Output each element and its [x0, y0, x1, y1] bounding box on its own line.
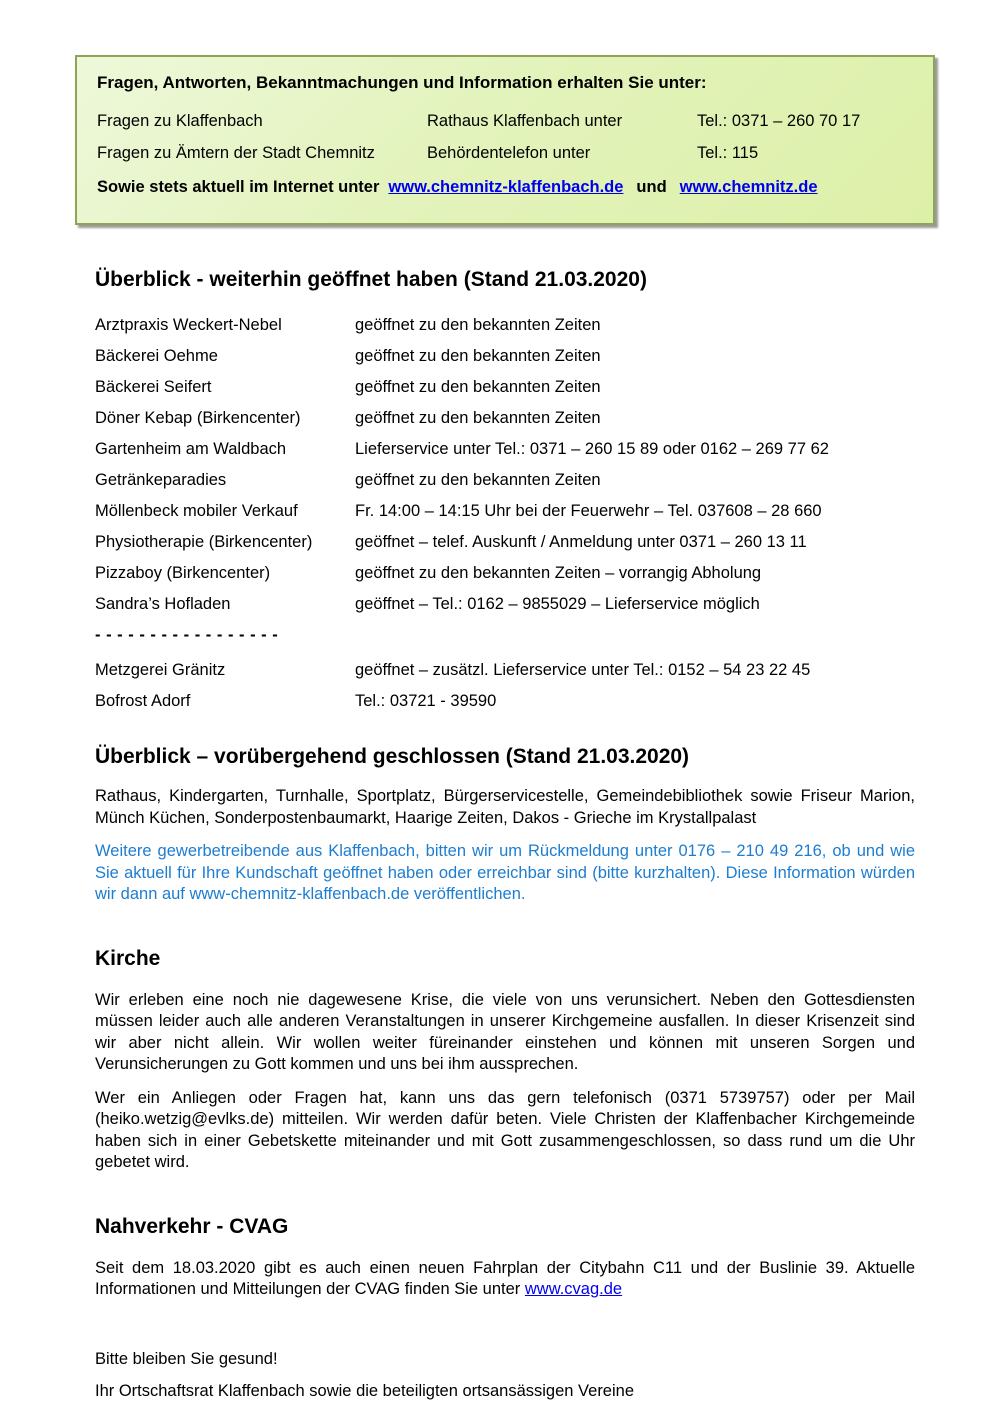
business-entry — [95, 594, 915, 615]
section-transport — [95, 1214, 915, 1301]
business-entry — [95, 315, 915, 336]
church-section-heading: Kirche — [95, 946, 161, 970]
link-chemnitz[interactable]: www.chemnitz.de — [679, 178, 818, 196]
info-box-rows — [97, 105, 913, 169]
business-name: Bofrost Adorf — [95, 692, 191, 710]
business-entry — [95, 439, 915, 460]
info-footer-prefix: Sowie stets aktuell im Internet unter — [97, 178, 380, 196]
business-name: Sandra’s Hofladen — [95, 595, 231, 613]
business-status: geöffnet – zusätzl. Lieferservice unter Tel.: 0152 – 54 23 22 45 — [355, 661, 811, 679]
feedback-notice: Weitere gewerbetreibende aus Klaffenbach, bitten wir um Rückmeldung unter 0176 – 210 49 216, ob und wie Sie aktuell für Ihre Kundschaft geöffnet haben oder erreichbar sind (bitte kurzhalten). Diese Information würden wir dann auf www-chemnitz-klaffenbach.de veröffentlichen. — [95, 842, 915, 903]
business-status: Fr. 14:00 – 14:15 Uhr bei der Feuerwehr – Tel. 037608 – 28 660 — [355, 502, 822, 520]
transport-text: Seit dem 18.03.2020 gibt es auch einen neuen Fahrplan der Citybahn C11 und der Buslinie 39. Aktuelle Informationen und Mitteilungen der CVAG finden Sie unter — [95, 1258, 915, 1298]
business-status: Lieferservice unter Tel.: 0371 – 260 15 89 oder 0162 – 269 77 62 — [355, 440, 829, 458]
info-row-phone: Tel.: 0371 – 260 70 17 — [697, 112, 861, 130]
section-closed-businesses — [95, 744, 915, 906]
business-status: geöffnet – telef. Auskunft / Anmeldung unter 0371 – 260 13 11 — [355, 533, 807, 551]
info-row-topic: Fragen zu Ämtern der Stadt Chemnitz — [97, 144, 375, 162]
closed-section-heading: Überblick – vorübergehend geschlossen (Stand 21.03.2020) — [95, 745, 690, 768]
church-paragraph-1: Wir erleben eine noch nie dagewesene Krise, die viele von uns verunsichert. Neben den Gottesdiensten müssen leider auch alle anderen Veranstaltungen in unserer Kirchgemeine ausfallen. In dieser Krisenzeit sind wir aber nicht allein. Wir wollen weiter füreinander einstehen und können mit unseren Sorgen und Verunsicherungen zu Gott kommen und uns bei ihm aussprechen. — [95, 990, 915, 1073]
business-status: geöffnet – Tel.: 0162 – 9855029 – Lieferservice möglich — [355, 595, 760, 613]
info-box-row — [97, 105, 913, 137]
info-box-footer — [97, 171, 913, 203]
business-name: Bäckerei Seifert — [95, 378, 212, 396]
info-box-row — [97, 137, 913, 169]
closing-signature: Ihr Ortschaftsrat Klaffenbach sowie die beteiligten ortsansässigen Vereine — [95, 1381, 635, 1400]
business-entry — [95, 501, 915, 522]
business-name: Gartenheim am Waldbach — [95, 440, 287, 458]
open-business-list-extra — [95, 660, 915, 712]
link-cvag[interactable]: www.cvag.de — [524, 1280, 623, 1298]
info-box — [75, 55, 935, 225]
dashed-separator: - - - - - - - - - - - - - - - - - — [95, 626, 279, 644]
business-status: geöffnet zu den bekannten Zeiten — [355, 378, 601, 396]
business-name: Getränkeparadies — [95, 471, 227, 489]
closed-businesses-text: Rathaus, Kindergarten, Turnhalle, Sportplatz, Bürgerservicestelle, Gemeindebibliothek sowie Friseur Marion, Münch Küchen, Sonderpostenbaumarkt, Haarige Zeiten, Dakos - Grieche im Krystallpalast — [95, 787, 915, 827]
business-entry — [95, 691, 915, 712]
business-entry — [95, 660, 915, 681]
info-footer-und: und — [636, 178, 667, 196]
church-paragraph-2: Wer ein Anliegen oder Fragen hat, kann uns das gern telefonisch (0371 5739757) oder per Mail (heiko.wetzig@evlks.de) mitteilen. Wir werden dafür beten. Viele Christen der Klaffenbacher Kirchgemeinde haben sich in einer Gebetskette miteinander und mit Gott zusammengeschlossen, so dass rund um die Uhr gebetet wird. — [95, 1088, 915, 1171]
business-entry — [95, 532, 915, 553]
business-entry — [95, 470, 915, 491]
open-business-list — [95, 315, 915, 615]
business-name: Döner Kebap (Birkencenter) — [95, 409, 301, 427]
section-open-businesses — [95, 267, 915, 712]
business-name: Pizzaboy (Birkencenter) — [95, 564, 271, 582]
business-status: geöffnet zu den bekannten Zeiten – vorrangig Abholung — [355, 564, 762, 582]
business-name: Bäckerei Oehme — [95, 347, 218, 365]
info-row-contact: Rathaus Klaffenbach unter — [427, 112, 623, 130]
info-row-topic: Fragen zu Klaffenbach — [97, 112, 263, 130]
business-name: Physiotherapie (Birkencenter) — [95, 533, 313, 551]
section-church — [95, 946, 915, 1174]
business-entry — [95, 563, 915, 584]
transport-paragraph — [95, 1258, 915, 1301]
info-row-contact: Behördentelefon unter — [427, 144, 591, 162]
business-status: geöffnet zu den bekannten Zeiten — [355, 316, 601, 334]
info-row-phone: Tel.: 115 — [697, 144, 759, 162]
business-entry — [95, 377, 915, 398]
business-status: geöffnet zu den bekannten Zeiten — [355, 471, 601, 489]
closing-stay-healthy: Bitte bleiben Sie gesund! — [95, 1349, 278, 1368]
business-status: geöffnet zu den bekannten Zeiten — [355, 347, 601, 365]
transport-section-heading: Nahverkehr - CVAG — [95, 1214, 289, 1238]
business-status: geöffnet zu den bekannten Zeiten — [355, 409, 601, 427]
business-status: Tel.: 03721 - 39590 — [355, 692, 497, 710]
business-entry — [95, 408, 915, 429]
closing-block — [95, 1349, 915, 1402]
info-box-title: Fragen, Antworten, Bekanntmachungen und Information erhalten Sie unter: — [97, 73, 707, 92]
business-name: Metzgerei Gränitz — [95, 661, 226, 679]
business-entry — [95, 346, 915, 367]
business-name: Möllenbeck mobiler Verkauf — [95, 502, 298, 520]
business-name: Arztpraxis Weckert-Nebel — [95, 316, 282, 334]
link-chemnitz-klaffenbach[interactable]: www.chemnitz-klaffenbach.de — [388, 178, 624, 196]
open-section-heading: Überblick - weiterhin geöffnet haben (Stand 21.03.2020) — [95, 268, 647, 291]
